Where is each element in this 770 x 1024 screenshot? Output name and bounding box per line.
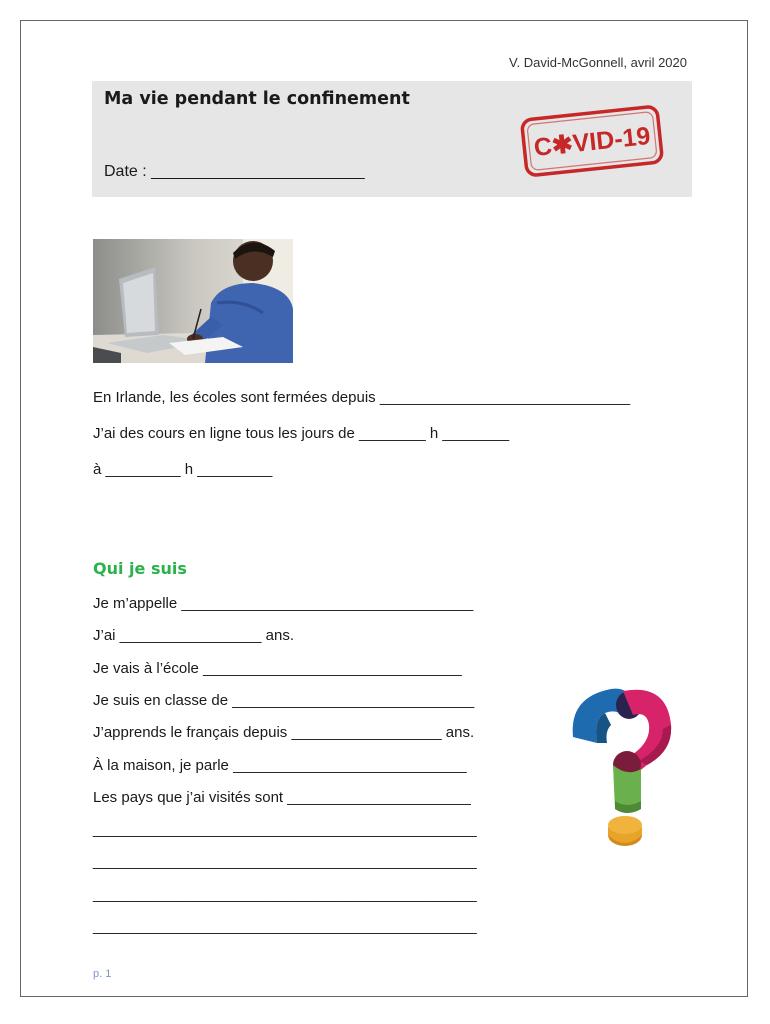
covid-stamp-icon [518,105,666,177]
intro-line-schools-closed: En Irlande, les écoles sont fermées depuis ______________________________ [93,389,631,406]
form-blank-line: ______________________________________________ [93,886,477,903]
date-field: Date : ________________________ [104,163,365,180]
worksheet-page [20,20,748,997]
form-line-name: Je m’appelle ___________________________________ [93,595,474,612]
intro-line-online-classes: J’ai des cours en ligne tous les jours de ________ h ________ [93,425,510,442]
form-blank-line: ______________________________________________ [93,853,477,870]
form-line-countries: Les pays que j’ai visités sont ______________________ [93,789,471,806]
form-line-age: J’ai _________________ ans. [93,627,295,644]
intro-line-end-time: à _________ h _________ [93,461,273,478]
section-title: Qui je suis [93,559,187,578]
form-line-school: Je vais à l’école _______________________________ [93,660,462,677]
form-line-french-since: J’apprends le français depuis __________________ ans. [93,724,475,741]
author-line: V. David-McGonnell, avril 2020 [509,55,687,70]
form-blank-line: ______________________________________________ [93,918,477,935]
page-title: Ma vie pendant le confinement [104,89,410,109]
student-laptop-photo [93,239,293,363]
form-line-class: Je suis en classe de _____________________________ [93,692,475,709]
form-line-home-language: À la maison, je parle ____________________________ [93,757,467,774]
header-box [92,81,692,197]
stamp-text: C✱VID-19 [532,121,652,163]
form-blank-line: ______________________________________________ [93,821,477,838]
question-mark-icon [567,685,677,847]
page-number: p. 1 [93,968,112,980]
